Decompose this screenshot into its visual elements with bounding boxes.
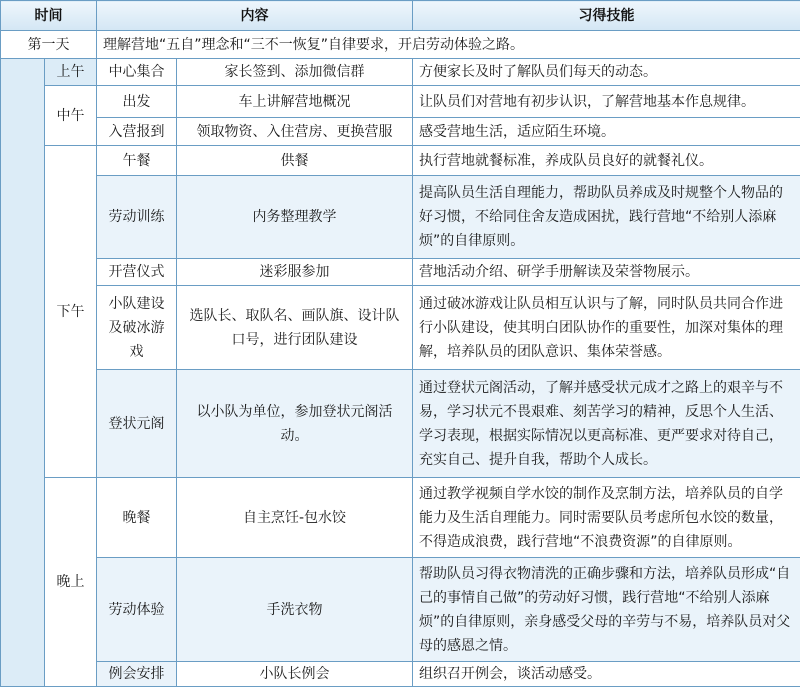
day-label: 第一天 [1, 31, 97, 59]
activity-cell: 入营报到 [97, 118, 177, 146]
content-cell: 以小队为单位，参加登状元阁活动。 [177, 370, 413, 478]
table-row [1, 118, 800, 146]
skill-cell: 方便家长及时了解队员们每天的动态。 [413, 59, 800, 86]
period-evening: 晚上 [45, 478, 97, 687]
content-cell: 车上讲解营地概况 [177, 86, 413, 118]
table-row [1, 370, 800, 478]
skill-cell: 组织召开例会，谈活动感受。 [413, 662, 800, 687]
content-cell: 家长签到、添加微信群 [177, 59, 413, 86]
table-row [1, 558, 800, 662]
activity-cell: 出发 [97, 86, 177, 118]
skill-cell: 营地活动介绍、研学手册解读及荣誉物展示。 [413, 259, 800, 286]
header-content: 内容 [97, 1, 413, 31]
content-cell: 供餐 [177, 146, 413, 176]
content-cell: 内务整理教学 [177, 176, 413, 259]
skill-cell: 让队员们对营地有初步认识，了解营地基本作息规律。 [413, 86, 800, 118]
content-cell: 小队长例会 [177, 662, 413, 687]
content-cell: 选队长、取队名、画队旗、设计队口号，进行团队建设 [177, 286, 413, 370]
skill-cell: 感受营地生活，适应陌生环境。 [413, 118, 800, 146]
skill-cell: 执行营地就餐标准，养成队员良好的就餐礼仪。 [413, 146, 800, 176]
header-row [1, 1, 800, 31]
period-afternoon: 下午 [45, 146, 97, 478]
skill-cell: 帮助队员习得衣物清洗的正确步骤和方法，培养队员形成“自己的事情自己做”的劳动好习惯，践行营地“不给别人添麻烦”的自律原则，亲身感受父母的辛劳与不易，培养队员对父母的感恩之情。 [413, 558, 800, 662]
content-cell: 自主烹饪-包水饺 [177, 478, 413, 558]
activity-cell: 劳动体验 [97, 558, 177, 662]
skill-cell: 通过登状元阁活动，了解并感受状元成才之路上的艰辛与不易，学习状元不畏艰难、刻苦学习的精神，反思个人生活、学习表现，根据实际情况以更高标准、更严要求对待自己，充实自己、提升自我，帮助个人成长。 [413, 370, 800, 478]
table-row [1, 662, 800, 687]
header-time: 时间 [1, 1, 97, 31]
table-row [1, 59, 800, 86]
activity-cell: 晚餐 [97, 478, 177, 558]
table-row [1, 176, 800, 259]
table-row [1, 259, 800, 286]
period-morning: 上午 [45, 59, 97, 86]
table-row [1, 146, 800, 176]
period-noon: 中午 [45, 86, 97, 146]
table-row [1, 286, 800, 370]
content-cell: 迷彩服参加 [177, 259, 413, 286]
skill-cell: 通过破冰游戏让队员相互认识与了解，同时队员共同合作进行小队建设，使其明白团队协作的重要性，加深对集体的理解，培养队员的团队意识、集体荣誉感。 [413, 286, 800, 370]
table-row [1, 86, 800, 118]
header-skills: 习得技能 [413, 1, 800, 31]
skill-cell: 提高队员生活自理能力，帮助队员养成及时规整个人物品的好习惯，不给同住舍友造成困扰，践行营地“不给别人添麻烦”的自律原则。 [413, 176, 800, 259]
activity-cell: 例会安排 [97, 662, 177, 687]
content-cell: 领取物资、入住营房、更换营服 [177, 118, 413, 146]
activity-cell: 登状元阁 [97, 370, 177, 478]
day-side-cell [1, 59, 45, 687]
content-cell: 手洗衣物 [177, 558, 413, 662]
activity-cell: 小队建设及破冰游戏 [97, 286, 177, 370]
activity-cell: 中心集合 [97, 59, 177, 86]
skill-cell: 通过教学视频自学水饺的制作及烹制方法，培养队员的自学能力及生活自理能力。同时需要队员考虑所包水饺的数量，不得造成浪费，践行营地“不浪费资源”的自律原则。 [413, 478, 800, 558]
activity-cell: 劳动训练 [97, 176, 177, 259]
table-row [1, 478, 800, 558]
day-content: 理解营地“五自”理念和“三不一恢复”自律要求，开启劳动体验之路。 [97, 31, 800, 59]
activity-cell: 开营仪式 [97, 259, 177, 286]
day-row [1, 31, 800, 59]
activity-cell: 午餐 [97, 146, 177, 176]
